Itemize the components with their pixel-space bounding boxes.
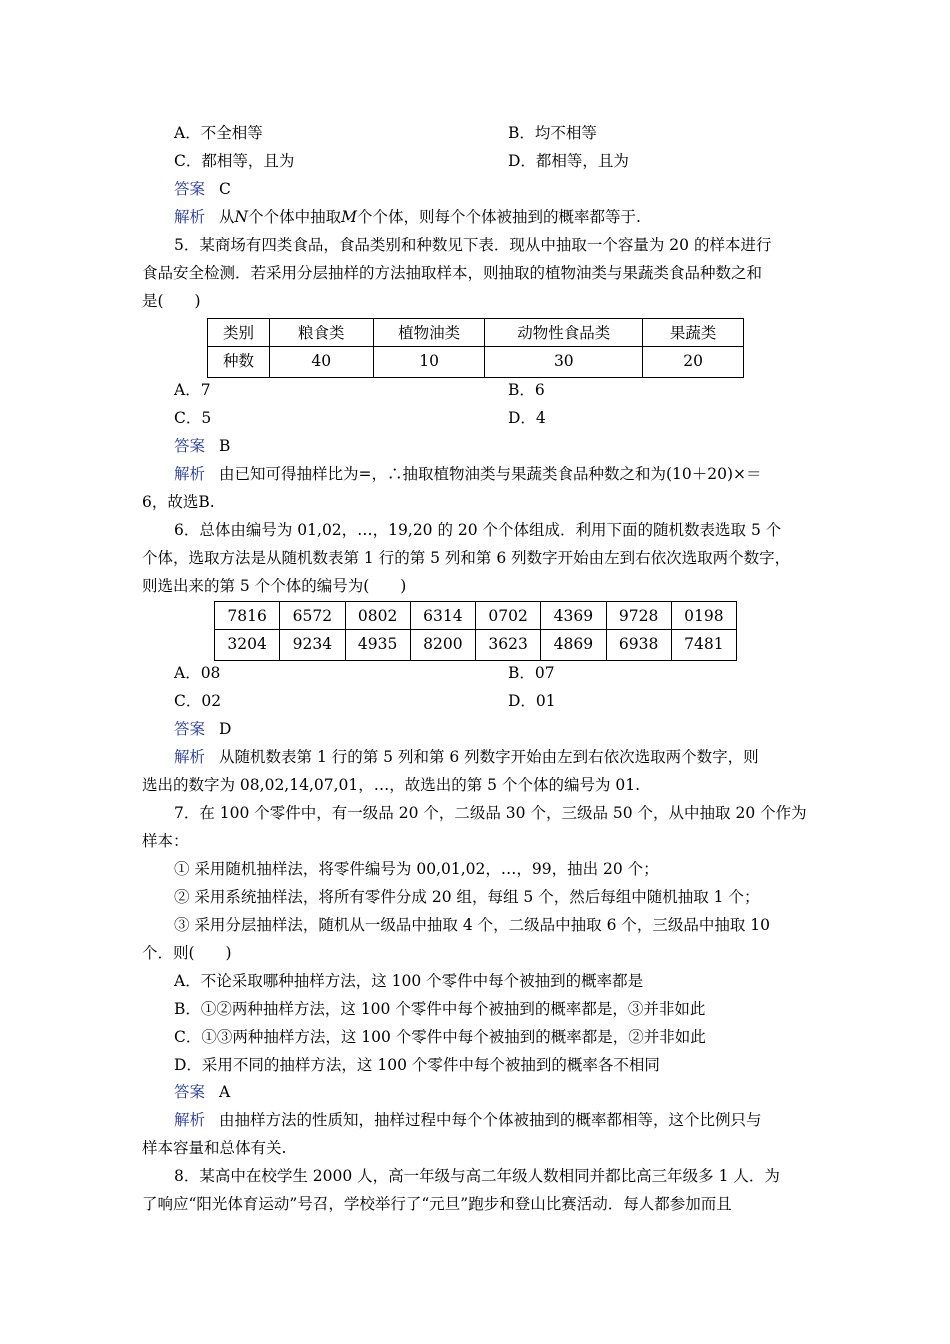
q7-stem-line2: 样本： <box>142 832 189 850</box>
q4-answer <box>174 179 231 199</box>
q7-method-1: ① 采用随机抽样法，将零件编号为 00,01,02，…，99，抽出 20 个； <box>174 860 659 878</box>
q7-method-2: ② 采用系统抽样法，将所有零件分成 20 组，每组 5 个，然后每组中随机抽取 1 个； <box>174 888 760 906</box>
q7-option-d: D．采用不同的抽样方法，这 100 个零件中每个被抽到的概率各不相同 <box>174 1056 660 1074</box>
q8-stem-line2: 了响应“阳光体育运动”号召，学校举行了“元旦”跑步和登山比赛活动．每人都参加而且 <box>142 1195 732 1213</box>
table-cell: 6938 <box>606 630 671 661</box>
q6-option-b: B．07 <box>508 664 555 682</box>
table-cell: 30 <box>485 347 643 378</box>
q5-answer <box>174 436 230 456</box>
q6-stem-line3: 则选出来的第 5 个个体的编号为( ) <box>142 577 407 595</box>
food-category-table <box>207 318 744 378</box>
table-cell: 7816 <box>215 602 280 630</box>
analysis-label: 解析 <box>174 1111 206 1129</box>
table-cell: 果蔬类 <box>643 319 744 347</box>
analysis-text-pre: 从 <box>219 208 235 226</box>
answer-value: C <box>219 180 231 198</box>
q5-analysis-line1 <box>174 464 762 484</box>
table-row <box>215 602 737 630</box>
q7-analysis-line1 <box>174 1110 762 1130</box>
table-cell: 4935 <box>345 630 410 661</box>
q8-stem-line1: 8．某高中在校学生 2000 人，高一年级与高二年级人数相同并都比高三年级多 1 人．为 <box>174 1167 780 1185</box>
variable-n: N <box>234 208 249 226</box>
analysis-text: 由已知可得抽样比为=，∴抽取植物油类与果蔬类食品种数之和为(10＋20)×＝ <box>219 465 762 483</box>
analysis-label: 解析 <box>174 748 206 766</box>
q5-option-b: B．6 <box>508 381 545 399</box>
q7-stem-line1: 7．在 100 个零件中，有一级品 20 个，二级品 30 个，三级品 50 个，从中抽取 20 个作为 <box>174 804 807 822</box>
answer-label: 答案 <box>174 180 206 198</box>
table-cell: 3204 <box>215 630 280 661</box>
table-cell: 9234 <box>280 630 345 661</box>
table-cell: 7481 <box>671 630 736 661</box>
table-cell: 0702 <box>476 602 541 630</box>
table-cell: 40 <box>269 347 373 378</box>
q6-option-d: D．01 <box>508 692 556 710</box>
q5-option-c: C．5 <box>174 409 212 427</box>
q5-stem-line1: 5．某商场有四类食品，食品类别和种数见下表．现从中抽取一个容量为 20 的样本进行 <box>174 236 772 254</box>
q4-analysis <box>174 207 641 227</box>
q7-method-3-line1: ③ 采用分层抽样法，随机从一级品中抽取 4 个，二级品中抽取 6 个，三级品中抽取 10 <box>174 916 771 934</box>
q6-option-c: C．02 <box>174 692 222 710</box>
q7-option-b: B．①②两种抽样方法，这 100 个零件中每个被抽到的概率都是，③并非如此 <box>174 1000 706 1018</box>
variable-m: M <box>341 208 357 226</box>
table-cell: 0802 <box>345 602 410 630</box>
analysis-text: 由抽样方法的性质知，抽样过程中每个个体被抽到的概率都相等，这个比例只与 <box>219 1111 762 1129</box>
table-cell: 4869 <box>541 630 606 661</box>
table-cell: 植物油类 <box>373 319 485 347</box>
q6-analysis-line2: 选出的数字为 08,02,14,07,01，…，故选出的第 5 个个体的编号为 01. <box>142 776 641 794</box>
answer-label: 答案 <box>174 720 206 738</box>
table-cell: 6572 <box>280 602 345 630</box>
answer-value: B <box>219 437 231 455</box>
q7-analysis-line2: 样本容量和总体有关. <box>142 1139 287 1157</box>
table-cell: 8200 <box>410 630 475 661</box>
q4-option-b: B．均不相等 <box>508 124 597 142</box>
q6-answer <box>174 719 231 739</box>
q5-stem-line2: 食品安全检测．若采用分层抽样的方法抽取样本，则抽取的植物油类与果蔬类食品种数之和 <box>142 264 763 282</box>
answer-value: A <box>219 1083 231 1101</box>
q6-stem-line1: 6．总体由编号为 01,02，…，19,20 的 20 个个体组成．利用下面的随机数表选取 5 个 <box>174 521 782 539</box>
table-cell: 9728 <box>606 602 671 630</box>
q6-stem-line2: 个体，选取方法是从随机数表第 1 行的第 5 列和第 6 列数字开始由左到右依次选取两个数字， <box>142 549 791 567</box>
analysis-label: 解析 <box>174 208 206 226</box>
answer-value: D <box>219 720 232 738</box>
table-cell: 10 <box>373 347 485 378</box>
table-cell: 粮食类 <box>269 319 373 347</box>
q5-stem-line3: 是( ) <box>142 292 201 310</box>
q5-option-d: D．4 <box>508 409 546 427</box>
table-cell: 6314 <box>410 602 475 630</box>
q7-method-3-line2: 个．则( ) <box>142 944 232 962</box>
q6-option-a: A．08 <box>174 664 221 682</box>
table-row <box>215 630 737 661</box>
random-number-table <box>214 601 737 661</box>
analysis-text-post: 个个体，则每个个体被抽到的概率都等于. <box>356 208 641 226</box>
table-cell: 种数 <box>208 347 270 378</box>
table-row <box>208 319 744 347</box>
table-cell: 4369 <box>541 602 606 630</box>
analysis-label: 解析 <box>174 465 206 483</box>
answer-label: 答案 <box>174 1083 206 1101</box>
q4-option-d: D．都相等，且为 <box>508 152 629 170</box>
q5-analysis-line2: 6，故选B. <box>142 493 215 511</box>
analysis-text-mid: 个个体中抽取 <box>248 208 342 226</box>
q7-option-c: C．①③两种抽样方法，这 100 个零件中每个被抽到的概率都是，②并非如此 <box>174 1028 706 1046</box>
table-cell: 动物性食品类 <box>485 319 643 347</box>
table-cell: 20 <box>643 347 744 378</box>
answer-label: 答案 <box>174 437 206 455</box>
analysis-text: 从随机数表第 1 行的第 5 列和第 6 列数字开始由左到右依次选取两个数字，则 <box>219 748 759 766</box>
q4-option-c: C．都相等，且为 <box>174 152 295 170</box>
q7-option-a: A．不论采取哪种抽样方法，这 100 个零件中每个被抽到的概率都是 <box>174 972 644 990</box>
table-cell: 0198 <box>671 602 736 630</box>
q4-option-a: A．不全相等 <box>174 124 263 142</box>
q6-analysis-line1 <box>174 747 759 767</box>
table-cell: 3623 <box>476 630 541 661</box>
q7-answer <box>174 1082 230 1102</box>
table-row <box>208 347 744 378</box>
table-cell: 类别 <box>208 319 270 347</box>
q5-option-a: A．7 <box>174 381 211 399</box>
